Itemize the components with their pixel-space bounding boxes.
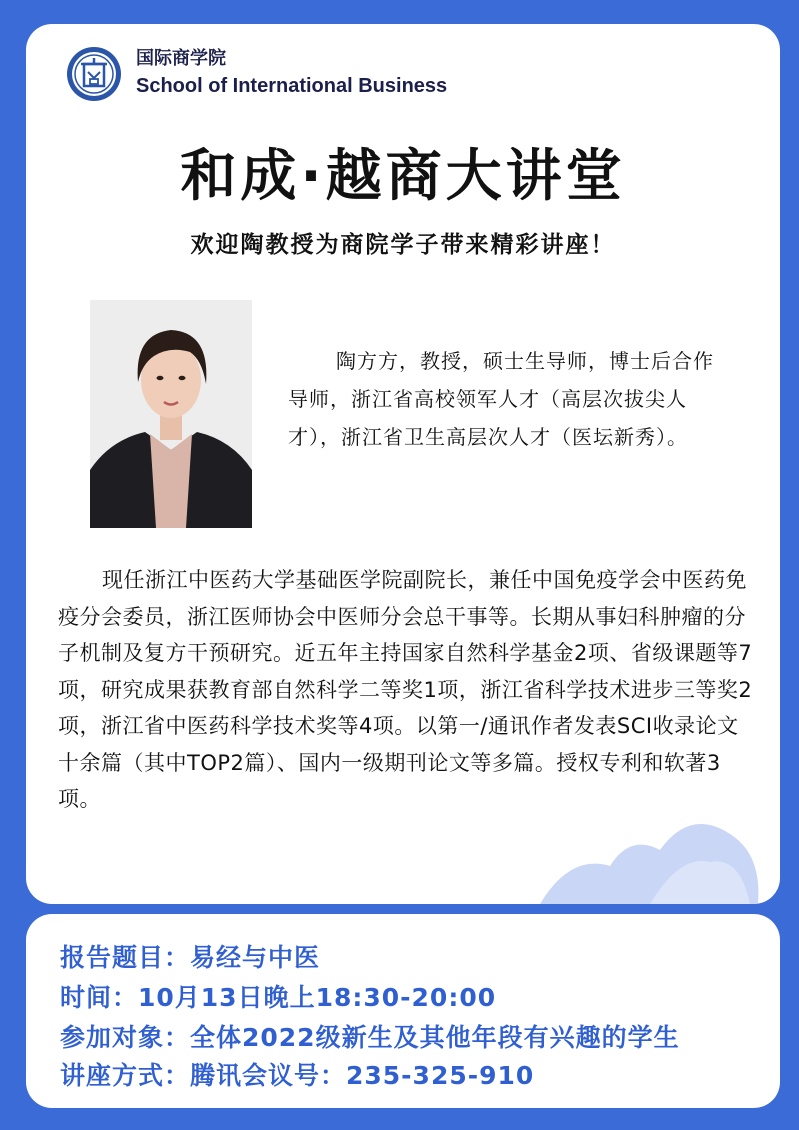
portrait-image bbox=[90, 300, 252, 528]
school-name bbox=[136, 48, 447, 100]
poster-main-card bbox=[26, 24, 780, 904]
speaker-bio-text: 现任浙江中医药大学基础医学院副院长，兼任中国免疫学会中医药免疫分会委员，浙江医师协会中医师分会总干事等。长期从事妇科肿瘤的分子机制及复方干预研究。近五年主持国家自然科学基金2项、省级课题等7项，研究成果获教育部自然科学二等奖1项，浙江省科学技术进步三等奖2项，浙江省中医药科学技术奖等4项。以第一/通讯作者发表SCI收录论文十余篇（其中TOP2篇）、国内一级期刊论文等多篇。授权专利和软著3项。 bbox=[58, 568, 753, 811]
cloud-decoration bbox=[540, 814, 760, 904]
school-seal-icon bbox=[66, 46, 122, 102]
page-subtitle: 欢迎陶教授为商院学子带来精彩讲座！ bbox=[190, 232, 616, 258]
school-name-en: School of International Business bbox=[136, 75, 448, 97]
page-title: 和成·越商大讲堂 bbox=[180, 144, 626, 209]
speaker-intro-text: 陶方方，教授，硕士生导师，博士后合作导师，浙江省高校领军人才（高层次拔尖人才），浙江省卫生高层次人才（医坛新秀）。 bbox=[288, 349, 714, 449]
speaker-photo bbox=[90, 300, 252, 528]
lecture-method: 讲座方式：腾讯会议号：235-325-910 bbox=[60, 1061, 535, 1090]
speaker-intro bbox=[288, 342, 728, 456]
header bbox=[66, 46, 447, 102]
lecture-time: 时间：10月13日晚上18:30-20:00 bbox=[60, 983, 497, 1012]
lecture-audience: 参加对象：全体2022级新生及其他年段有兴趣的学生 bbox=[60, 1023, 680, 1052]
lecture-info-card bbox=[26, 914, 780, 1108]
speaker-bio bbox=[58, 562, 756, 818]
lecture-topic: 报告题目：易经与中医 bbox=[60, 943, 321, 972]
school-name-zh: 国际商学院 bbox=[136, 48, 226, 69]
